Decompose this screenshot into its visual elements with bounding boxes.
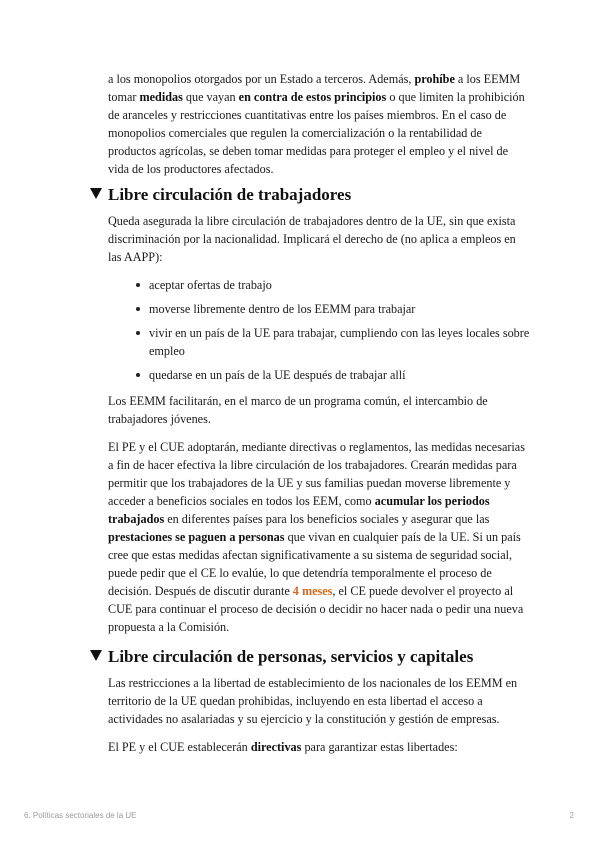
bold-prohibe: prohíbe — [414, 72, 455, 86]
collapse-triangle-icon[interactable] — [90, 188, 102, 199]
bullet-icon — [136, 373, 140, 377]
bold-principios: en contra de estos principios — [238, 90, 387, 104]
list-item: moverse libremente dentro de los EEMM para trabajar — [149, 300, 530, 318]
bullet-icon — [136, 307, 140, 311]
section-heading-trabajadores[interactable] — [90, 184, 530, 206]
paragraph-establecimiento: Las restricciones a la libertad de establecimiento de los nacionales de los EEMM en territorio de la UE quedan prohibidas, incluyendo en esta libertad el acceso a actividades no asalariadas y su ejercicio y la constitución y gestión de empresas. — [108, 676, 518, 726]
bullet-icon — [136, 283, 140, 287]
bold-prestaciones: prestaciones se paguen a personas — [108, 530, 285, 544]
page-number: 2 — [569, 811, 574, 820]
rights-list — [108, 276, 530, 384]
bullet-icon — [136, 331, 140, 335]
footer-chapter: 6. Políticas sectoriales de la UE — [24, 811, 137, 820]
list-item: aceptar ofertas de trabajo — [149, 276, 530, 294]
list-item: vivir en un país de la UE para trabajar, cumpliendo con las leyes locales sobre empleo — [149, 324, 530, 360]
bold-directivas: directivas — [250, 740, 302, 754]
document-body — [108, 70, 530, 766]
intro-paragraph: a los monopolios otorgados por un Estado a terceros. Además, prohíbe a los EEMM tomar medidas que vayan en contra de estos principios o que limiten la prohibición de aranceles y restricciones cuantitativas entre los países miembros. En el caso de monopolios comerciales que regulen la comercialización o la rentabilidad de productos agrícolas, se deben tomar medidas para proteger el empleo y el nivel de vida de los productores afectados. — [108, 72, 525, 176]
section-heading-personas[interactable] — [90, 646, 530, 668]
collapse-triangle-icon[interactable] — [90, 650, 102, 661]
paragraph-trabajadores-intro: Queda asegurada la libre circulación de trabajadores dentro de la UE, sin que exista discriminación por la nacionalidad. Implicará el derecho de (no aplica a empleos en las AAPP): — [108, 214, 516, 264]
paragraph-jovenes: Los EEMM facilitarán, en el marco de un programa común, el intercambio de trabajadores jóvenes. — [108, 394, 488, 426]
bold-acumular: acumular los periodos trabajados — [108, 494, 490, 526]
paragraph-directivas: El PE y el CUE establecerán directivas para garantizar estas libertades: — [108, 740, 458, 754]
section-title: Libre circulación de personas, servicios y capitales — [108, 647, 474, 666]
paragraph-medidas: El PE y el CUE adoptarán, mediante directivas o reglamentos, las medidas necesarias a fin de hacer efectiva la libre circulación de los trabajadores. Crearán medidas para permitir que los trabajadores de la UE y sus familias puedan moverse libremente y acceder a beneficios sociales en todos los EEM, como acumular los periodos trabajados en diferentes países para los beneficios sociales y asegurar que las prestaciones se paguen a personas que vivan en cualquier país de la UE. Si un país cree que estas medidas afectan significativamente a su sistema de seguridad social, puede pedir que el CE lo evalúe, lo que detendría temporalmente el proceso de decisión. Después de discutir durante 4 meses, el CE puede devolver el proyecto al CUE para continuar el proceso de decisión o decidir no hacer nada o pedir una nueva propuesta a la Comisión. — [108, 440, 525, 634]
bold-medidas: medidas — [139, 90, 183, 104]
list-item: quedarse en un país de la UE después de trabajar allí — [149, 366, 530, 384]
section-title: Libre circulación de trabajadores — [108, 185, 352, 204]
highlight-4-meses: 4 meses — [292, 584, 333, 598]
